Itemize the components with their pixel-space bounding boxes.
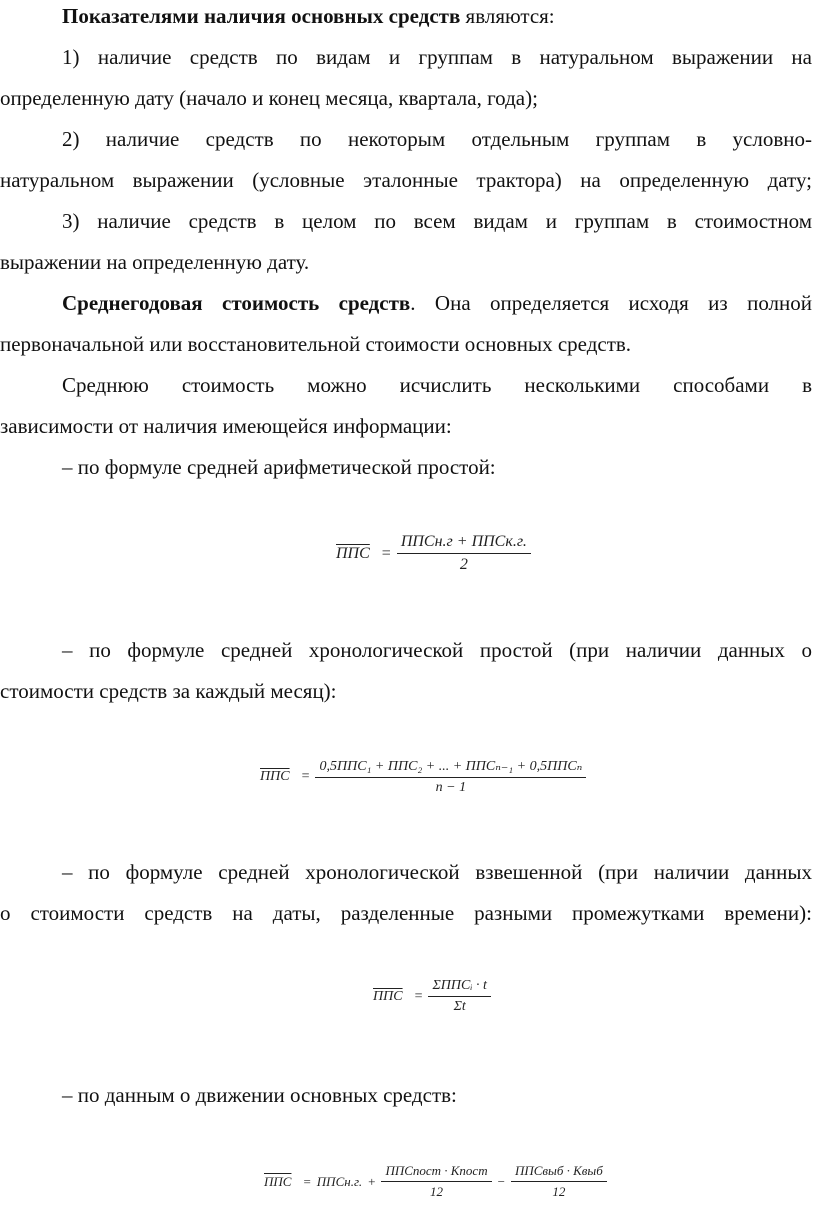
method-chronological-simple-line-1: – по формуле средней хронологической простой (при наличии данных о bbox=[62, 638, 812, 662]
formula-lhs: ППС bbox=[373, 988, 403, 1004]
formula-numerator-disposed: ППСвыб · Квыб bbox=[511, 1163, 607, 1182]
formula-numerator: ППСн.г + ППСк.г. bbox=[397, 533, 531, 554]
formula-denominator: n − 1 bbox=[435, 780, 467, 795]
paragraph-methods-line-1: Среднюю стоимость можно исчислить несколькими способами в bbox=[62, 373, 812, 397]
formula-chronological-simple: ППС = $\frac{\text{0,5ППС₁ + ППС₂ + ... + ППСₙ₋₁ + 0,5ППСₙ}}{n - 1}$ bbox=[260, 758, 586, 796]
paragraph-indicators-heading: Показателями наличия основных средств являются: bbox=[62, 4, 555, 28]
paragraph-methods-line-2: зависимости от наличия имеющейся информации: bbox=[0, 414, 452, 438]
method-movement-label: – по данным о движении основных средств: bbox=[62, 1083, 457, 1107]
formula-base-term: ППСн.г. bbox=[316, 1173, 363, 1189]
paragraph-average-annual-line-1: Среднегодовая стоимость средств. Она определяется исходя из полной bbox=[62, 291, 812, 315]
formula-numerator-received: ППСпост · Кпост bbox=[381, 1163, 491, 1182]
formula-denominator: 2 bbox=[459, 556, 468, 573]
formula-movement: ППС = ППСн.г. + $\frac{\text{ППСпост · Кпост}}{12}$ − $\frac{\text{ППСвыб · Квыб}}{12}$ bbox=[264, 1163, 607, 1200]
method-chronological-weighted-line-2: о стоимости средств на даты, разделенные разными промежутками времени): bbox=[0, 901, 812, 925]
formula-chronological-weighted: ППС = $\frac{\text{ΣППСᵢ · t}}{\Sigma t}$ bbox=[373, 978, 491, 1015]
list-item-1-line-2: определенную дату (начало и конец месяца, квартала, года); bbox=[0, 86, 538, 110]
formula-numerator: 0,5ППС₁ + ППС₂ + ... + ППСₙ₋₁ + 0,5ППСₙ bbox=[315, 758, 586, 778]
formula-denominator-disposed: 12 bbox=[552, 1184, 566, 1199]
method-arithmetic-label: – по формуле средней арифметической простой: bbox=[62, 455, 496, 479]
formula-denominator-received: 12 bbox=[430, 1184, 444, 1199]
list-item-1-line-1: 1) наличие средств по видам и группам в натуральном выражении на bbox=[62, 45, 812, 69]
method-chronological-weighted-line-1: – по формуле средней хронологической взвешенной (при наличии данных bbox=[62, 860, 812, 884]
formula-lhs: ППС bbox=[260, 769, 290, 784]
list-item-2-line-1: 2) наличие средств по некоторым отдельным группам в условно- bbox=[62, 127, 812, 151]
method-chronological-simple-line-2: стоимости средств за каждый месяц): bbox=[0, 679, 337, 703]
list-item-3-line-2: выражении на определенную дату. bbox=[0, 250, 310, 274]
formula-lhs: ППС bbox=[336, 544, 370, 562]
list-item-3-line-1: 3) наличие средств в целом по всем видам и группам в стоимостном bbox=[62, 209, 812, 233]
list-item-2-line-2: натуральном выражении (условные эталонные трактора) на определенную дату; bbox=[0, 168, 812, 192]
bold-term-indicators: Показателями наличия основных средств bbox=[62, 4, 461, 28]
paragraph-average-annual-line-2: первоначальной или восстановительной стоимости основных средств. bbox=[0, 332, 632, 356]
formula-numerator: ΣППСᵢ · t bbox=[428, 978, 490, 997]
formula-denominator: Σt bbox=[453, 999, 466, 1014]
formula-arithmetic-mean: ППС = $\frac{\text{ППСн.г + ППСк.г.}}{2}$ bbox=[336, 533, 531, 574]
formula-lhs: ППС bbox=[264, 1173, 292, 1189]
bold-term-average-annual: Среднегодовая стоимость средств bbox=[62, 291, 411, 315]
